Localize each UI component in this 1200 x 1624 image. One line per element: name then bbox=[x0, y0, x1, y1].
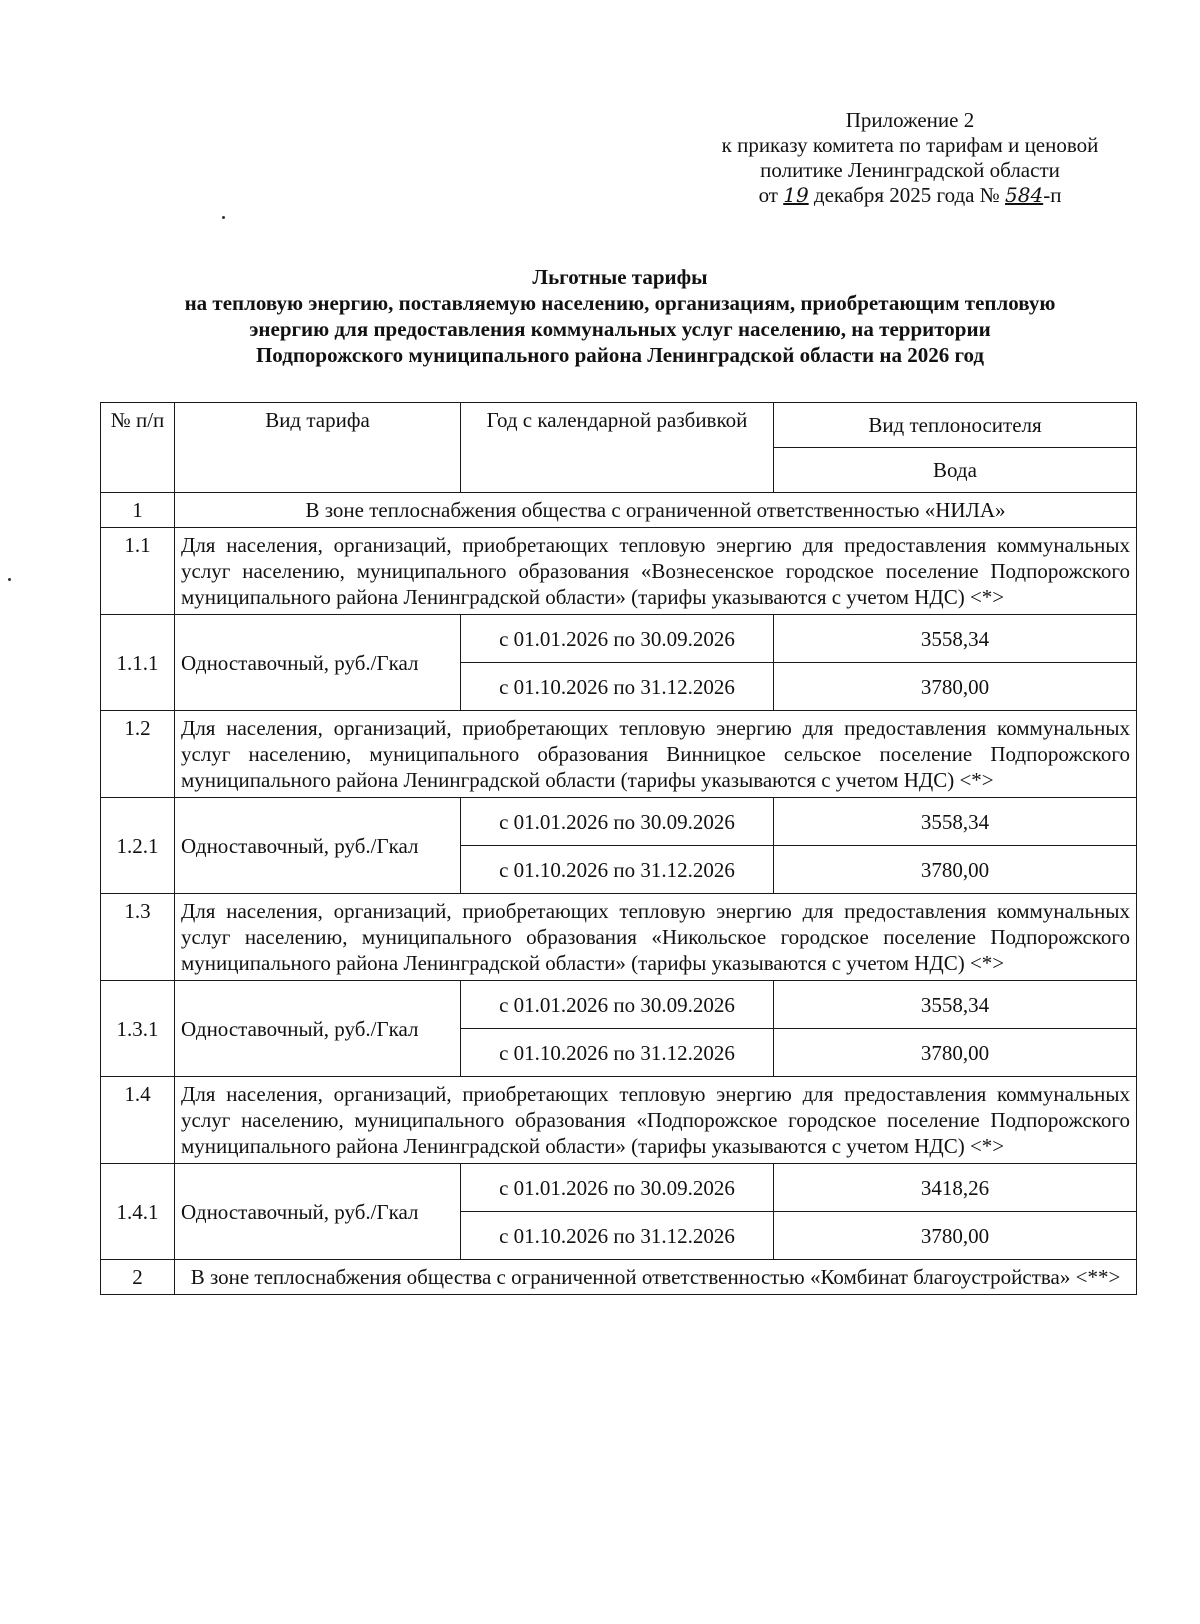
header-year: Год с календарной разбивкой bbox=[461, 403, 774, 493]
tariff-value: 3780,00 bbox=[774, 663, 1137, 711]
appendix-line-order: к приказу комитета по тарифам и ценовой bbox=[721, 133, 1099, 157]
tariff-period: с 01.01.2026 по 30.09.2026 bbox=[461, 798, 774, 846]
tariff-row bbox=[101, 981, 1137, 1029]
tariff-row bbox=[101, 1164, 1137, 1212]
subzone-text: Для населения, организаций, приобретающих тепловую энергию для предоставления коммунальных услуг населению, муниципального образования «Подпорожское городское поселение Подпорожского муниципального района Ленинградской области» (тарифы указываются с учетом НДС) <*> bbox=[175, 1077, 1137, 1164]
date-day-handwritten: 19 bbox=[783, 183, 809, 207]
title-line-4: Подпорожского муниципального района Ленинградской области на 2026 год bbox=[255, 343, 985, 367]
scan-speck bbox=[8, 578, 11, 581]
tariff-num: 1.1.1 bbox=[101, 615, 175, 711]
tariff-period: с 01.01.2026 по 30.09.2026 bbox=[461, 615, 774, 663]
title-line-1: Льготные тарифы bbox=[532, 265, 708, 289]
zone-row bbox=[101, 1260, 1137, 1295]
subzone-text: Для населения, организаций, приобретающих тепловую энергию для предоставления коммунальных услуг населению, муниципального образования «Вознесенское городское поселение Подпорожского муниципального района Ленинградской области» (тарифы указываются с учетом НДС) <*> bbox=[175, 528, 1137, 615]
tariff-value: 3558,34 bbox=[774, 981, 1137, 1029]
header-tariff-type: Вид тарифа bbox=[175, 403, 461, 493]
title-line-3: энергию для предоставления коммунальных услуг населению, на территории bbox=[249, 317, 991, 341]
tariff-num: 1.4.1 bbox=[101, 1164, 175, 1260]
tariff-value: 3418,26 bbox=[774, 1164, 1137, 1212]
scan-speck bbox=[222, 216, 225, 219]
zone-row bbox=[101, 493, 1137, 528]
subzone-text: Для населения, организаций, приобретающих тепловую энергию для предоставления коммунальных услуг населению, муниципального образования «Никольское городское поселение Подпорожского муниципального района Ленинградской области» (тарифы указываются с учетом НДС) <*> bbox=[175, 894, 1137, 981]
tariff-num: 1.2.1 bbox=[101, 798, 175, 894]
subzone-text: Для населения, организаций, приобретающих тепловую энергию для предоставления коммунальных услуг населению, муниципального образования Винницкое сельское поселение Подпорожского муниципального района Ленинградской области (тарифы указываются с учетом НДС) <*> bbox=[175, 711, 1137, 798]
tariff-period: с 01.10.2026 по 31.12.2026 bbox=[461, 1029, 774, 1077]
tariff-num: 1.3.1 bbox=[101, 981, 175, 1077]
header-carrier: Вид теплоносителя bbox=[774, 403, 1137, 448]
tariff-value: 3558,34 bbox=[774, 798, 1137, 846]
zone1-text: В зоне теплоснабжения общества с ограниченной ответственностью «НИЛА» bbox=[175, 493, 1137, 528]
header-water: Вода bbox=[774, 448, 1137, 493]
appendix-date-line bbox=[680, 183, 1140, 208]
subzone-num: 1.2 bbox=[101, 711, 175, 798]
header-num: № п/п bbox=[101, 403, 175, 493]
tariff-period: с 01.10.2026 по 31.12.2026 bbox=[461, 1212, 774, 1260]
tariff-period: с 01.01.2026 по 30.09.2026 bbox=[461, 1164, 774, 1212]
appendix-title: Приложение 2 bbox=[845, 108, 975, 132]
tariff-row bbox=[101, 798, 1137, 846]
zone1-num: 1 bbox=[101, 493, 175, 528]
appendix-line-authority: политике Ленинградской области bbox=[760, 158, 1060, 182]
tariff-type: Одноставочный, руб./Гкал bbox=[175, 1164, 461, 1260]
subzone-row bbox=[101, 711, 1137, 798]
tariff-value: 3780,00 bbox=[774, 1029, 1137, 1077]
tariff-type: Одноставочный, руб./Гкал bbox=[175, 615, 461, 711]
date-middle: декабря 2025 года № bbox=[813, 183, 1000, 207]
zone2-num: 2 bbox=[101, 1260, 175, 1295]
tariff-type: Одноставочный, руб./Гкал bbox=[175, 798, 461, 894]
order-number-handwritten: 584 bbox=[1005, 183, 1044, 207]
table-header-row bbox=[101, 403, 1137, 448]
tariffs-table bbox=[100, 402, 1137, 1295]
tariff-type: Одноставочный, руб./Гкал bbox=[175, 981, 461, 1077]
zone2-text: В зоне теплоснабжения общества с ограниченной ответственностью «Комбинат благоустройства» <**> bbox=[175, 1260, 1137, 1295]
appendix-header bbox=[680, 108, 1140, 208]
title-line-2: на тепловую энергию, поставляемую населению, организациям, приобретающим тепловую bbox=[184, 291, 1056, 315]
tariff-value: 3558,34 bbox=[774, 615, 1137, 663]
subzone-row bbox=[101, 894, 1137, 981]
order-suffix: -п bbox=[1043, 183, 1062, 207]
tariff-value: 3780,00 bbox=[774, 846, 1137, 894]
subzone-num: 1.3 bbox=[101, 894, 175, 981]
document-title bbox=[95, 264, 1145, 368]
date-prefix: от bbox=[758, 183, 778, 207]
subzone-num: 1.1 bbox=[101, 528, 175, 615]
tariff-row bbox=[101, 615, 1137, 663]
tariff-period: с 01.10.2026 по 31.12.2026 bbox=[461, 663, 774, 711]
tariff-period: с 01.01.2026 по 30.09.2026 bbox=[461, 981, 774, 1029]
subzone-num: 1.4 bbox=[101, 1077, 175, 1164]
subzone-row bbox=[101, 528, 1137, 615]
tariff-period: с 01.10.2026 по 31.12.2026 bbox=[461, 846, 774, 894]
tariff-value: 3780,00 bbox=[774, 1212, 1137, 1260]
subzone-row bbox=[101, 1077, 1137, 1164]
